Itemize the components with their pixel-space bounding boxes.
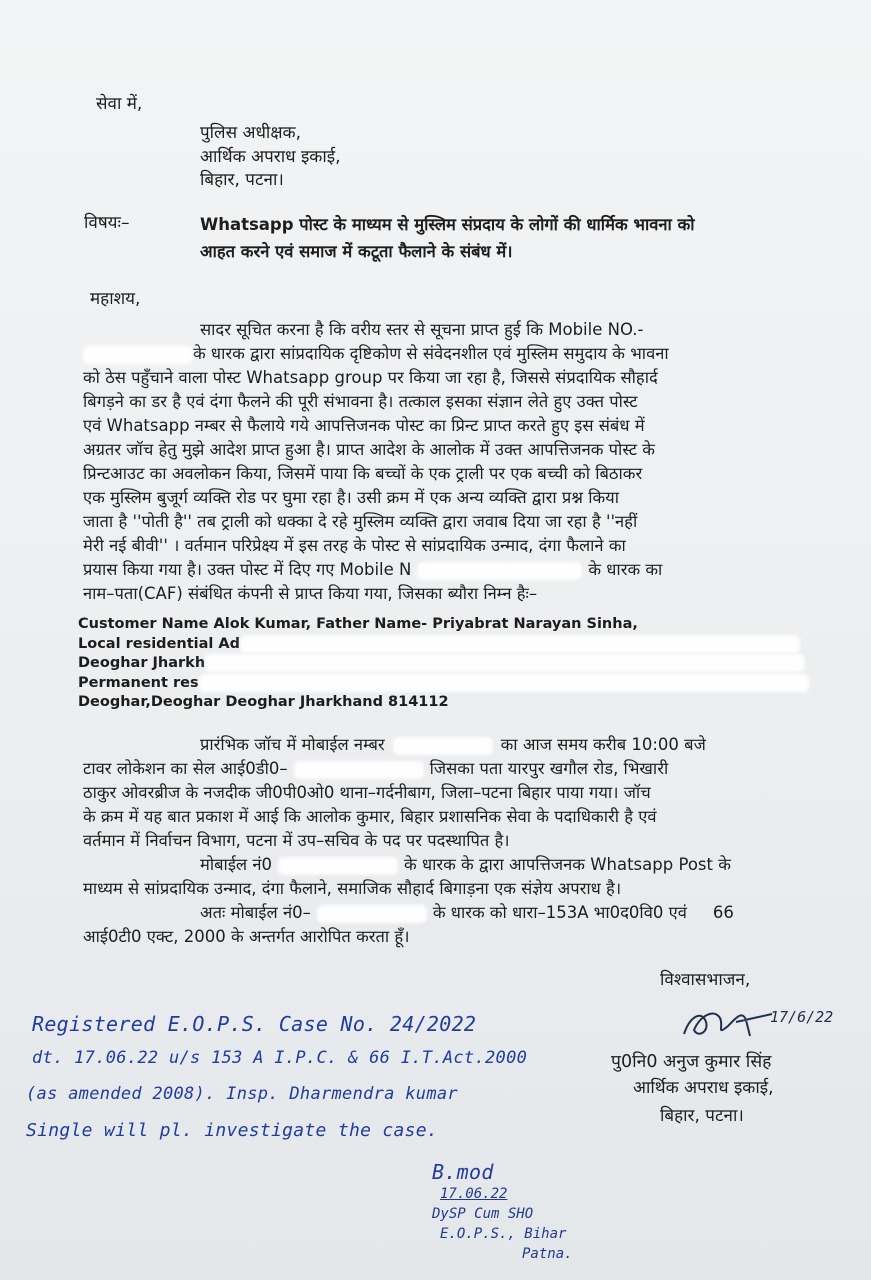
body-paragraph-2 bbox=[83, 733, 843, 949]
redaction bbox=[393, 737, 493, 755]
body1-line: को ठेस पहुँचाने वाला पोस्ट Whatsapp group पर किया जा रहा है, जिससे संप्रदायिक सौहार्द bbox=[83, 368, 658, 387]
endorsement-line-2: dt. 17.06.22 u/s 153 A I.P.C. & 66 I.T.Act.2000 bbox=[32, 1048, 528, 1068]
body2-line: प्रारंभिक जॉच में मोबाईल नम्बर का आज समय करीब 10:00 बजे bbox=[200, 735, 706, 754]
body2-line: टावर लोकेशन का सेल आई0डी0– जिसका पता यारपुर खगौल रोड, भिखारी bbox=[83, 759, 669, 778]
redaction bbox=[317, 905, 427, 923]
signature-date: 17/6/22 bbox=[770, 1008, 834, 1026]
salutation: महाशय, bbox=[90, 289, 141, 309]
dysp-line-2: E.O.P.S., Bihar bbox=[440, 1226, 567, 1242]
closing-label: विश्वासभाजन, bbox=[660, 970, 751, 990]
body2-line: आई0टी0 एक्ट, 2000 के अन्तर्गत आरोपित करता हूँ। bbox=[83, 927, 410, 946]
customer-line-5: Deoghar,Deoghar Deoghar Jharkhand 814112 bbox=[78, 694, 449, 710]
subject-line-2: आहत करने एवं समाज में कटूता फैलाने के संबंध में। bbox=[200, 242, 513, 261]
body1-line: एवं Whatsapp नम्बर से फैलाये गये आपत्तिजनक पोस्ट का प्रिन्ट प्राप्त करते हुए इस संबंध में bbox=[83, 416, 645, 435]
subject-line-1: Whatsapp पोस्ट के माध्यम से मुस्लिम संप्रदाय के लोगों की धार्मिक भावना को bbox=[200, 215, 695, 234]
body1-line: प्रयास किया गया है। उक्त पोस्ट में दिए गए Mobile N के धारक का bbox=[83, 560, 663, 579]
body2-line: अतः मोबाईल नं0– के धारक को धारा–153A भा0द0वि0 एवं 66 bbox=[200, 903, 734, 922]
dysp-date: 17.06.22 bbox=[440, 1186, 508, 1202]
body-paragraph-1 bbox=[83, 318, 843, 606]
body2-line: माध्यम से सांप्रदायिक उन्माद, दंगा फैलाने, समाजिक सौहार्द बिगाड़ना एक संज्ञेय अपराध है। bbox=[83, 879, 622, 898]
addressee-line-1: पुलिस अधीक्षक, bbox=[200, 123, 301, 143]
body1-line: सादर सूचित करना है कि वरीय स्तर से सूचना प्राप्त हुई कि Mobile NO.- bbox=[200, 320, 644, 339]
redaction bbox=[83, 346, 193, 364]
body1-line: मेरी नई बीवी'' । वर्तमान परिप्रेक्ष्य में इस तरह के पोस्ट से सांप्रदायिक उन्माद, दंगा फैलाने का bbox=[83, 536, 626, 555]
customer-line-3: Deoghar Jharkh bbox=[78, 654, 809, 674]
body2-line: के क्रम में यह बात प्रकाश में आई कि आलोक कुमार, बिहार प्रशासनिक सेवा के पदाधिकारी है एवं bbox=[83, 807, 657, 826]
dysp-signature: B.mod bbox=[432, 1160, 494, 1184]
body1-line: नाम–पता(CAF) संबंधित कंपनी से प्राप्त किया गया, जिसका ब्यौरा निम्न हैः– bbox=[83, 584, 538, 603]
customer-line-2: Local residential Ad bbox=[78, 635, 809, 655]
dysp-line-3: Patna. bbox=[522, 1246, 573, 1262]
addressee-line-2: आर्थिक अपराध इकाई, bbox=[200, 147, 341, 167]
redaction bbox=[199, 674, 809, 692]
body1-line: जाता है ''पोती है'' तब ट्राली को धक्का दे रहे मुस्लिम व्यक्ति द्वारा जवाब दिया जा रहा है ''नहीं bbox=[83, 512, 638, 531]
dysp-line-1: DySP Cum SHO bbox=[432, 1206, 534, 1222]
redaction bbox=[294, 761, 424, 779]
endorsement-line-3: (as amended 2008). Insp. Dharmendra kumar bbox=[26, 1084, 458, 1104]
redaction bbox=[417, 562, 582, 580]
customer-line-4: Permanent res bbox=[78, 674, 809, 694]
body1-line: के धारक द्वारा सांप्रदायिक दृष्टिकोण से संवेदनशील एवं मुस्लिम समुदाय के भावना bbox=[83, 342, 843, 366]
body2-line: वर्तमान में निर्वाचन विभाग, पटना में उप–सचिव के पद पर पदस्थापित है। bbox=[83, 831, 510, 850]
customer-details bbox=[78, 615, 809, 713]
officer-place: बिहार, पटना। bbox=[660, 1106, 744, 1126]
body1-line: अग्रतर जॉच हेतु मुझे आदेश प्राप्त हुआ है। प्राप्त आदेश के आलोक में उक्त आपत्तिजनक पोस्ट के bbox=[83, 440, 655, 459]
body1-line: बिगड़ने का डर है एवं दंगा फैलने की पूरी संभावना है। तत्काल इसका संज्ञान लेते हुए उक्त पोस्ट bbox=[83, 392, 638, 411]
greeting: सेवा में, bbox=[96, 94, 143, 114]
officer-department: आर्थिक अपराध इकाई, bbox=[633, 1078, 774, 1098]
subject-label: विषयः– bbox=[84, 213, 130, 233]
redaction bbox=[278, 857, 398, 875]
body2-line: मोबाईल नं0 के धारक के द्वारा आपत्तिजनक Whatsapp Post के bbox=[200, 855, 731, 874]
body1-line: प्रिन्टआउट का अवलोकन किया, जिसमें पाया कि बच्चों के एक ट्राली पर एक बच्ची को बिठाकर bbox=[83, 464, 643, 483]
redaction bbox=[205, 654, 805, 672]
officer-name: पु0नि0 अनुज कुमार सिंह bbox=[611, 1052, 772, 1072]
endorsement-line-1: Registered E.O.P.S. Case No. 24/2022 bbox=[32, 1012, 477, 1036]
body2-line: ठाकुर ओवरब्रीज के नजदीक जी0पी0ओ0 थाना–गर्दनीबाग, जिला–पटना बिहार पाया गया। जॉच bbox=[83, 783, 651, 802]
endorsement-line-4: Single will pl. investigate the case. bbox=[26, 1120, 439, 1141]
body1-line: एक मुस्लिम बुजूर्ग व्यक्ति रोड पर घुमा रहा है। उसी क्रम में एक अन्य व्यक्ति द्वारा प्रश्न किया bbox=[83, 488, 619, 507]
customer-line-1: Customer Name Alok Kumar, Father Name- Priyabrat Narayan Sinha, bbox=[78, 616, 638, 632]
addressee-line-3: बिहार, पटना। bbox=[200, 170, 284, 190]
officer-signature bbox=[676, 996, 834, 1046]
redaction bbox=[240, 635, 800, 653]
